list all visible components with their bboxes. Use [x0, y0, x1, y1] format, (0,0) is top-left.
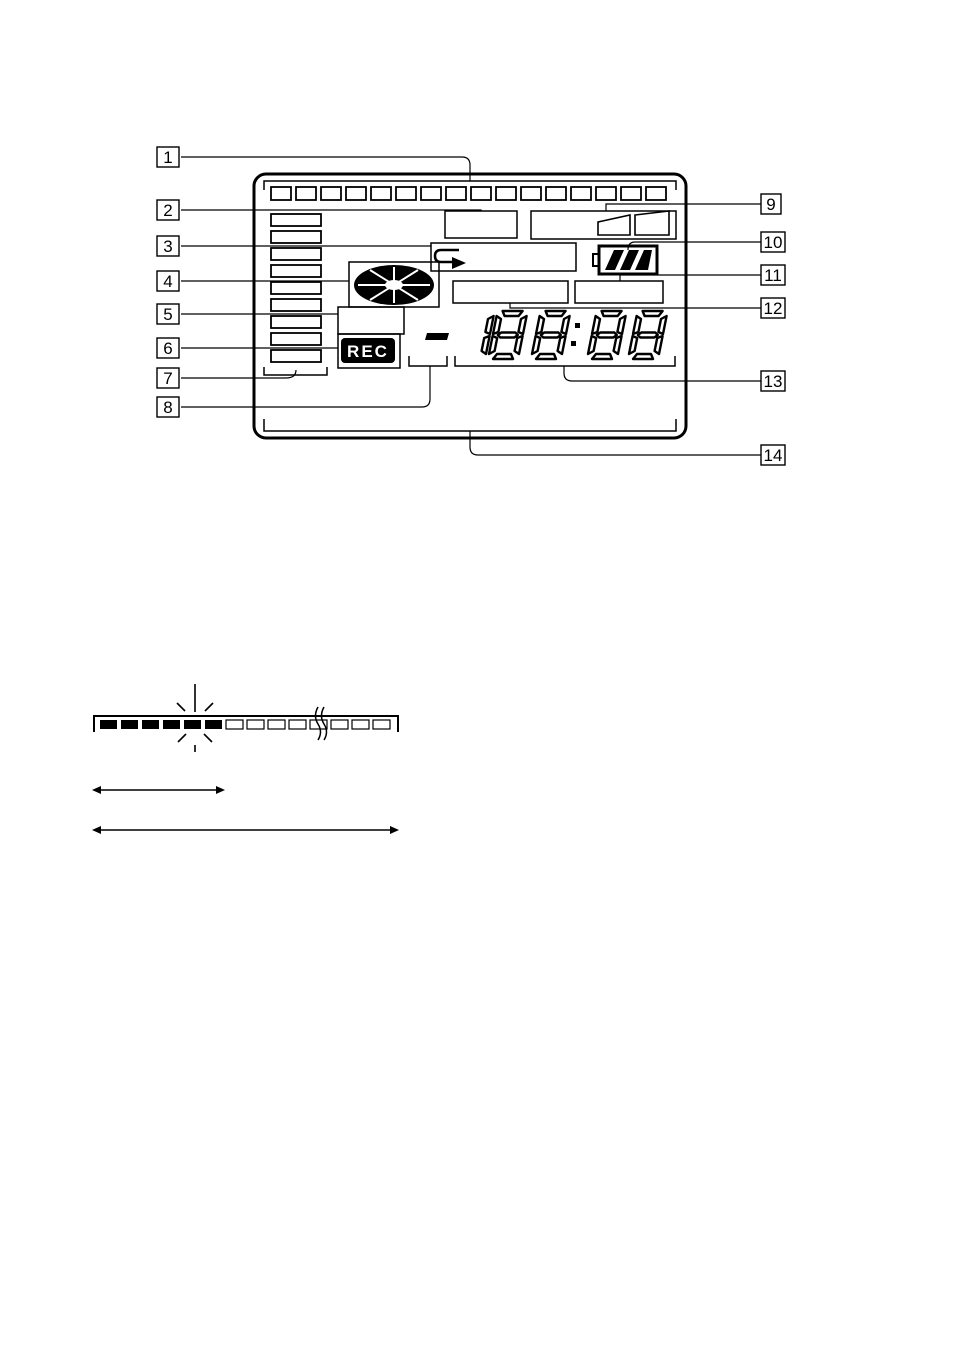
segment-e — [629, 336, 637, 354]
segment-b — [658, 316, 666, 334]
progress-segment-empty — [331, 720, 348, 729]
callout-number: 9 — [766, 195, 776, 214]
callout-number: 5 — [163, 305, 173, 324]
level-bar — [271, 265, 321, 277]
segment-b — [518, 316, 526, 334]
callout-5 — [157, 304, 179, 324]
time-colon-dot — [571, 341, 576, 346]
progress-segment-filled — [142, 720, 159, 729]
segment-e — [588, 336, 596, 354]
blink-rays-icon — [177, 684, 213, 752]
segment-b — [617, 316, 625, 334]
segment-d — [633, 354, 653, 359]
track-segment — [596, 187, 616, 200]
time-digit — [629, 311, 667, 359]
level-bar — [271, 350, 321, 362]
segment-g — [638, 333, 658, 338]
time-digit — [532, 311, 570, 359]
level-bar — [271, 333, 321, 345]
segment-b — [561, 316, 569, 334]
progress-segment-empty — [289, 720, 306, 729]
battery-icon — [593, 246, 657, 274]
callout-number: 4 — [163, 272, 173, 291]
segment-break-mark — [316, 707, 327, 740]
level-bar — [271, 316, 321, 328]
segment-d — [536, 354, 556, 359]
progress-segment-blinking — [184, 720, 201, 729]
progress-segment-empty — [268, 720, 285, 729]
time-sign — [425, 333, 449, 340]
progress-segment-filled — [100, 720, 117, 729]
volume-level-large — [635, 211, 669, 235]
level-bar — [271, 248, 321, 260]
callout-number: 3 — [163, 237, 173, 256]
callout-number: 7 — [163, 369, 173, 388]
callout-3 — [157, 236, 179, 256]
segment-c — [614, 336, 622, 354]
track-segment — [296, 187, 316, 200]
upper-indicator-area — [445, 211, 517, 238]
track-number-segments — [271, 187, 666, 200]
segment-f — [592, 316, 600, 334]
callout-8 — [157, 397, 179, 417]
progress-segments — [100, 720, 390, 729]
callout-9 — [761, 194, 781, 214]
segment-f — [536, 316, 544, 334]
callout-number: 14 — [763, 446, 783, 465]
track-segment-bracket — [264, 181, 676, 190]
progress-segment-empty — [352, 720, 369, 729]
callout-14 — [761, 445, 785, 465]
segment-a — [546, 311, 566, 316]
callout-4 — [157, 271, 179, 291]
callout-number: 1 — [163, 148, 173, 167]
callout-number: 8 — [163, 398, 173, 417]
time-digit — [489, 311, 527, 359]
disc-icon — [354, 265, 434, 305]
track-segment — [321, 187, 341, 200]
small-indicator-bracket — [409, 356, 447, 366]
track-segment — [271, 187, 291, 200]
track-segment — [571, 187, 591, 200]
track-segment — [646, 187, 666, 200]
character-display-bracket — [264, 419, 676, 431]
progress-segment-filled — [205, 720, 222, 729]
track-segment — [421, 187, 441, 200]
progress-segment-empty — [226, 720, 243, 729]
segment-e — [532, 336, 540, 354]
progress-meter — [94, 684, 398, 752]
indicator-box-right — [575, 281, 663, 303]
indicator-box — [338, 307, 404, 334]
callout-13 — [761, 371, 785, 391]
callout-number: 10 — [763, 233, 783, 252]
level-bar — [271, 282, 321, 294]
time-digit — [482, 316, 494, 354]
volume-level-small — [598, 215, 630, 235]
track-segment — [396, 187, 416, 200]
time-display-bracket — [455, 356, 675, 366]
progress-segment-filled — [121, 720, 138, 729]
track-segment — [346, 187, 366, 200]
track-segment — [371, 187, 391, 200]
segment-a — [503, 311, 523, 316]
segment-g — [597, 333, 617, 338]
callout-2 — [157, 200, 179, 220]
track-segment — [621, 187, 641, 200]
progress-segment-empty — [373, 720, 390, 729]
segment-g — [541, 333, 561, 338]
callout-12 — [761, 298, 785, 318]
segment-c — [558, 336, 566, 354]
track-segment — [521, 187, 541, 200]
callout-leader-lines — [181, 157, 761, 455]
callout-number: 11 — [764, 266, 782, 285]
segment-d — [493, 354, 513, 359]
callout-10 — [761, 232, 785, 252]
full-range-arrow — [92, 826, 399, 834]
track-segment — [546, 187, 566, 200]
level-meter-bars — [271, 214, 321, 362]
level-bar — [271, 214, 321, 226]
track-segment — [446, 187, 466, 200]
time-display — [425, 311, 667, 359]
segment-c — [655, 336, 663, 354]
rec-indicator-text: REC — [347, 342, 389, 361]
callout-number: 12 — [763, 299, 783, 318]
time-colon-dot — [575, 323, 580, 328]
progress-segment-empty — [247, 720, 264, 729]
callout-number: 13 — [763, 372, 783, 391]
level-bar — [271, 231, 321, 243]
callout-7 — [157, 368, 179, 388]
segment-f — [633, 316, 641, 334]
callout-number: 6 — [163, 339, 173, 358]
time-digit — [588, 311, 626, 359]
segment-a — [643, 311, 663, 316]
callout-11 — [761, 265, 785, 285]
level-bar — [271, 299, 321, 311]
segment-a — [602, 311, 622, 316]
segment-g — [498, 333, 518, 338]
indicator-box-middle — [453, 281, 568, 303]
callout-number: 2 — [163, 201, 173, 220]
callout-6 — [157, 338, 179, 358]
track-segment — [471, 187, 491, 200]
short-range-arrow — [92, 786, 225, 794]
segment-d — [592, 354, 612, 359]
track-segment — [496, 187, 516, 200]
callout-1 — [157, 147, 179, 167]
segment-c — [515, 336, 523, 354]
progress-segment-filled — [163, 720, 180, 729]
